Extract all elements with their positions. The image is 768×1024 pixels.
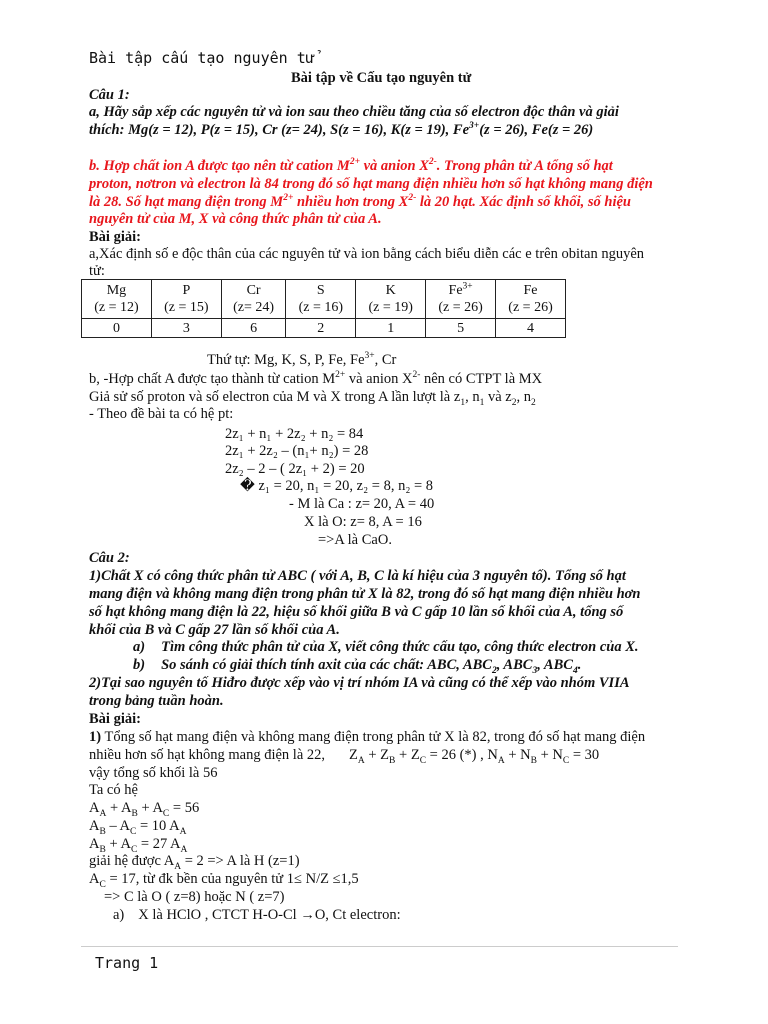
footer-divider bbox=[81, 946, 678, 947]
table-cell: P (z = 15) bbox=[151, 280, 221, 319]
solution-1b-line: - Theo đề bài ta có hệ pt: bbox=[89, 406, 234, 422]
question-2-line: mang điện và không mang điện trong phân tử X là 82, trong đó số hạt mang điện nhiều hơn bbox=[89, 586, 641, 602]
solution-1a-line: tử: bbox=[89, 263, 105, 279]
question-1a-line: a, Hãy sắp xếp các nguyên tử và ion sau theo chiều tăng của số electron độc thân và giải bbox=[89, 104, 619, 120]
question-2-label: Câu 2: bbox=[89, 550, 130, 566]
solution-1-label: Bài giải: bbox=[89, 229, 141, 245]
question-2-item-a: a) Tìm công thức phân tử của X, viết công thức cấu tạo, công thức electron của X. bbox=[133, 639, 639, 655]
order-line: Thứ tự: Mg, K, S, P, Fe, $Fe^{3+}$, Cr bbox=[207, 351, 397, 368]
unpaired-electron-table bbox=[81, 279, 566, 338]
implies-glyph: � bbox=[240, 478, 255, 494]
solution-1b-line: b, -Hợp chất A được tạo thành từ cation $M^{2+}$ và anion $X^{2-}$ nên có CTPT là MX bbox=[89, 370, 543, 387]
equation: 2z₁ + n₁ + 2z₂ + n₂ = 84 bbox=[225, 426, 364, 442]
question-1b-line: là 28. Số hạt mang điện trong $M^{2+}$ nhiều hơn trong $X^{2-}$ là 20 hạt. Xác định số khối, số hiệu bbox=[89, 193, 631, 210]
question-1a-line: thích: Mg(z = 12), P(z = 15), Cr (z= 24), S(z = 16), K(z = 19), $Fe^{3+}(z = 26)$, Fe(z = 26) bbox=[89, 121, 594, 138]
solution-2-line: nhiều hơn số hạt không mang điện là 22, $Z_A + Z_B + Z_C = 26$ (*) , $N_A + N_B + N_C = 30$ bbox=[89, 747, 600, 766]
equation: � z₁ = 20, n₁ = 20, z₂ = 8, n₂ = 8 bbox=[240, 478, 434, 494]
solution-2-line: Ta có hệ bbox=[89, 782, 138, 798]
arrow-icon: → bbox=[300, 907, 315, 923]
equation: - M là Ca : z= 20, A = 40 bbox=[289, 496, 435, 512]
question-2-line: khối của B và C gấp 27 lần số khối của A. bbox=[89, 622, 340, 638]
solution-2-label: Bài giải: bbox=[89, 711, 141, 727]
equation: $A_A + A_B + A_C = 56$ bbox=[89, 800, 200, 819]
question-2-part-2: trong bảng tuần hoàn. bbox=[89, 693, 224, 709]
equation: 2z₁ + 2z₂ – (n₁+ n₂) = 28 bbox=[225, 443, 369, 459]
question-1b-line: nguyên tử của M, X và công thức phân tử của A. bbox=[89, 211, 382, 227]
solution-2-line: vậy tổng số khối là 56 bbox=[89, 765, 218, 781]
table-cell: K (z = 19) bbox=[356, 280, 426, 319]
table-cell: Fe (z = 26) bbox=[496, 280, 566, 319]
equation: $A_B - A_C = 10$ $A_A$ bbox=[89, 818, 187, 837]
solution-2-line: => C là O ( z=8) hoặc N ( z=7) bbox=[104, 889, 285, 905]
solution-2-line: $A_C = 17$, từ đk bền của nguyên tử 1≤ N/Z ≤1,5 bbox=[89, 871, 359, 890]
question-1-label: Câu 1: bbox=[89, 87, 130, 103]
solution-2-line: giải hệ được $A_A = 2 => A$ là H (z=1) bbox=[89, 853, 300, 872]
question-2-item-b: b) So sánh có giải thích tính axit của các chất: ABC, $ABC_2$, $ABC_3$, $ABC_4$. bbox=[133, 657, 582, 676]
table-cell: 3 bbox=[151, 319, 221, 338]
table-cell: 0 bbox=[82, 319, 152, 338]
table-cell: Cr (z= 24) bbox=[221, 280, 286, 319]
solution-2-line: a) X là HClO , CTCT H-O-Cl →O, Ct electron: bbox=[113, 907, 401, 923]
table-cell: $Fe^{3+}$ (z = 26) bbox=[426, 280, 496, 319]
question-1b-line: b. Hợp chất ion A được tạo nên từ cation $M^{2+}$ và anion $X^{2-}$. Trong phân tử A tổng số hạt bbox=[89, 157, 613, 174]
table-cell: 4 bbox=[496, 319, 566, 338]
equation: X là O: z= 8, A = 16 bbox=[304, 514, 422, 530]
table-header-row bbox=[82, 280, 566, 319]
table-row bbox=[82, 319, 566, 338]
equation: 2z₂ – 2 – ( 2z₁ + 2) = 20 bbox=[225, 461, 365, 477]
question-1b-line: proton, nơtron và electron là 84 trong đó số hạt mang điện nhiều hơn số hạt không mang điện bbox=[89, 176, 653, 192]
question-2-line: 1)Chất X có công thức phân tử ABC ( với A, B, C là kí hiệu của 3 nguyên tố). Tổng số hạt bbox=[89, 568, 626, 584]
question-2-line: số hạt không mang điện là 22, hiệu số khối giữa B và C gấp 10 lần số khối của A, tổng số bbox=[89, 604, 624, 620]
solution-1b-line: Giả sử số proton và số electron của M và X trong A lần lượt là $z_1$, $n_1$ và $z_2$, $n_2$ bbox=[89, 389, 536, 408]
table-cell: 5 bbox=[426, 319, 496, 338]
question-2-part-2: 2)Tại sao nguyên tố Hiđro được xếp vào vị trí nhóm IA và cũng có thể xếp vào nhóm VIIA bbox=[89, 675, 630, 691]
table-cell: 6 bbox=[221, 319, 286, 338]
equation: =>A là CaO. bbox=[318, 532, 392, 548]
solution-2-line: 1) Tổng số hạt mang điện và không mang điện trong phân tử X là 82, trong đó số hạt mang điện bbox=[89, 729, 646, 745]
table-cell: 2 bbox=[286, 319, 356, 338]
table-cell: S (z = 16) bbox=[286, 280, 356, 319]
page-header: Bài tập cấu tạo nguyên tử bbox=[89, 49, 315, 67]
table-cell: 1 bbox=[356, 319, 426, 338]
solution-1a-line: a,Xác định số e độc thân của các nguyên tử và ion bằng cách biểu diễn các e trên obitan nguyên bbox=[89, 246, 645, 262]
table-cell: Mg (z = 12) bbox=[82, 280, 152, 319]
page-number: Trang 1 bbox=[95, 954, 159, 972]
document-title: Bài tập về Cấu tạo nguyên tử bbox=[291, 70, 472, 86]
equation: $A_B + A_C = 27$ $A_A$ bbox=[89, 836, 188, 855]
